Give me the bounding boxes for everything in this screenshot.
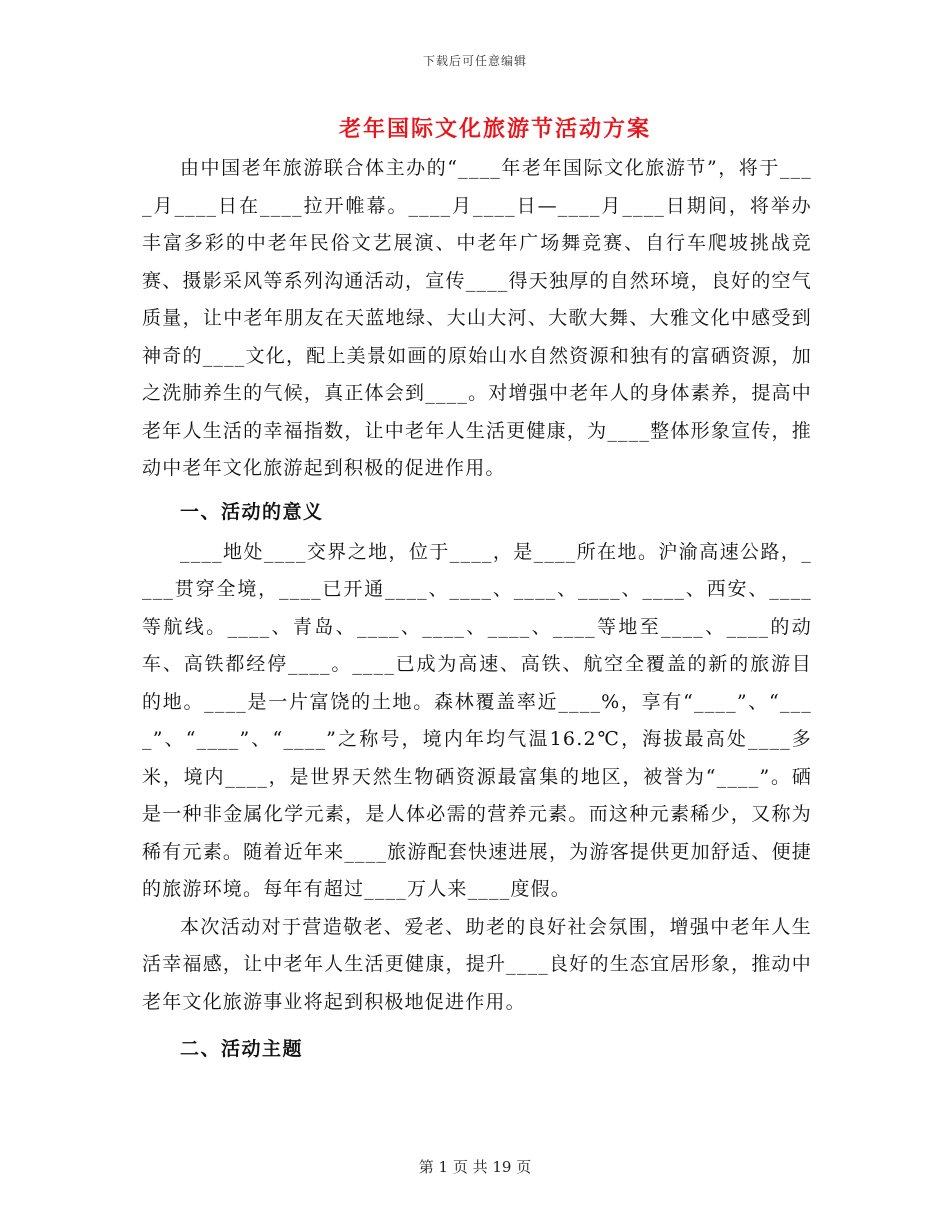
document-title: 老年国际文化旅游节活动方案 [338,116,651,142]
intro-paragraph: 由中国老年旅游联合体主办的“____年老年国际文化旅游节”，将于____月____日在____拉开帷幕。____月____日—____月____日期间，将举办丰富多彩的中老年民俗文艺展演、中老年广场舞竞赛、自行车爬坡挑战竞赛、摄影采风等系列沟通活动，宣传____得天独厚的自然环境，良好的空气质量，让中老年朋友在天蓝地绿、大山大河、大歌大舞、大雅文化中感受到神奇的____文化，配上美景如画的原始山水自然资源和独有的富硒资源，加之洗肺养生的气候，真正体会到____。对增强中老年人的身体素养，提高中老年人生活的幸福指数，让中老年人生活更健康，为____整体形象宣传，推动中老年文化旅游起到积极的促进作用。 [142,157,812,479]
page-number-footer: 第 1 页 共 19 页 [418,1158,532,1176]
section-heading-significance: 一、活动的意义 [180,500,324,523]
significance-paragraph: 本次活动对于营造敬老、爱老、助老的良好社会氛围，增强中老年人生活幸福感，让中老年人生活更健康，提升____良好的生态宜居形象，推动中老年文化旅游事业将起到积极地促进作用。 [142,915,812,1013]
section-heading-theme: 二、活动主题 [180,1038,304,1060]
header-note: 下载后可任意编辑 [422,54,527,68]
document-body [142,150,812,1071]
location-paragraph: ____地处____交界之地，位于____，是____所在地。沪渝高速公路，____贯穿全境，____已开通____、____、____、____、____、西安、____等航线。____、青岛、____、____、____、____等地至____、____的动车、高铁都经停____。____已成为高速、高铁、航空全覆盖的新的旅游目的地。____是一片富饶的土地。森林覆盖率近____%，享有“____”、“____”、“____”、“____”之称号，境内年均气温16.2℃，海拔最高处____多米，境内____，是世界天然生物硒资源最富集的地区，被誉为“____”。硒是一种非金属化学元素，是人体必需的营养元素。而这种元素稀少，又称为稀有元素。随着近年来____旅游配套快速进展，为游客提供更加舒适、便捷的旅游环境。每年有超过____万人来____度假。 [142,540,812,900]
